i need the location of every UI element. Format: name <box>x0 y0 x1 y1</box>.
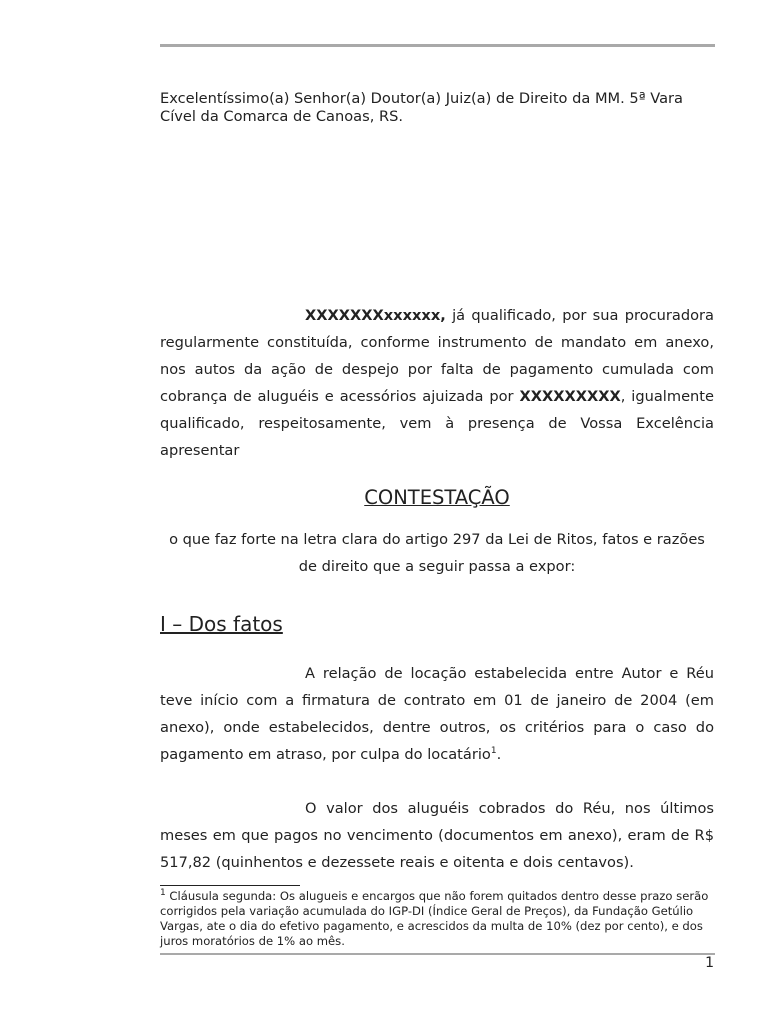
section-heading: I – Dos fatos <box>160 612 283 636</box>
page-number: 1 <box>705 955 714 971</box>
intro-paragraph: XXXXXXXxxxxxx, já qualificado, por sua procuradora regularmente constituída, conforme instrumento de mandato em anexo, nos autos da ação de despejo por falta de pagamento cumulada com cobrança de aluguéis e acessórios ajuizada por XXXXXXXXX, igualmente qualificado, respeitosamente, vem à presença de Vossa Excelência apresentar <box>160 307 714 459</box>
footer-rule <box>160 953 715 955</box>
document-title: CONTESTAÇÃO <box>364 486 510 509</box>
facts-paragraph-1: A relação de locação estabelecida entre Autor e Réu teve início com a firmatura de contrato em 01 de janeiro de 2004 (em anexo), onde estabelecidos, dentre outros, os critérios para o caso do pagamento em atraso, por culpa do locatário$^1$. <box>160 665 714 763</box>
plaintiff-name: XXXXXXXXX <box>519 388 621 405</box>
defendant-name: XXXXXXXxxxxxx, <box>305 307 446 324</box>
header-rule <box>160 44 715 47</box>
document-subtitle: o que faz forte na letra clara do artigo 297 da Lei de Ritos, fatos e razões de direito que a seguir passa a expor: <box>169 531 705 575</box>
court-address: Excelentíssimo(a) Senhor(a) Doutor(a) Juiz(a) de Direito da MM. 5ª Vara Cível da Comarca de Canoas, RS. <box>160 90 683 125</box>
footnote-ref: 1 <box>490 746 497 757</box>
footnote: $^1$ Cláusula segunda: Os alugueis e encargos que não forem quitados dentro desse prazo serão corrigidos pela variação acumulada do IGP-DI (Índice Geral de Preços), da Fundação Getúlio Vargas, ate o dia do efetivo pagamento, e acrescidos da multa de 10% (dez por cento), e dos juros moratórios de 1% ao mês. <box>160 888 709 948</box>
footnote-marker: 1 <box>160 888 166 899</box>
footnote-separator <box>160 885 300 886</box>
facts-paragraph-2: O valor dos aluguéis cobrados do Réu, nos últimos meses em que pagos no vencimento (documentos em anexo), eram de R$ 517,82 (quinhentos e dezessete reais e oitenta e dois centavos). <box>160 800 714 871</box>
